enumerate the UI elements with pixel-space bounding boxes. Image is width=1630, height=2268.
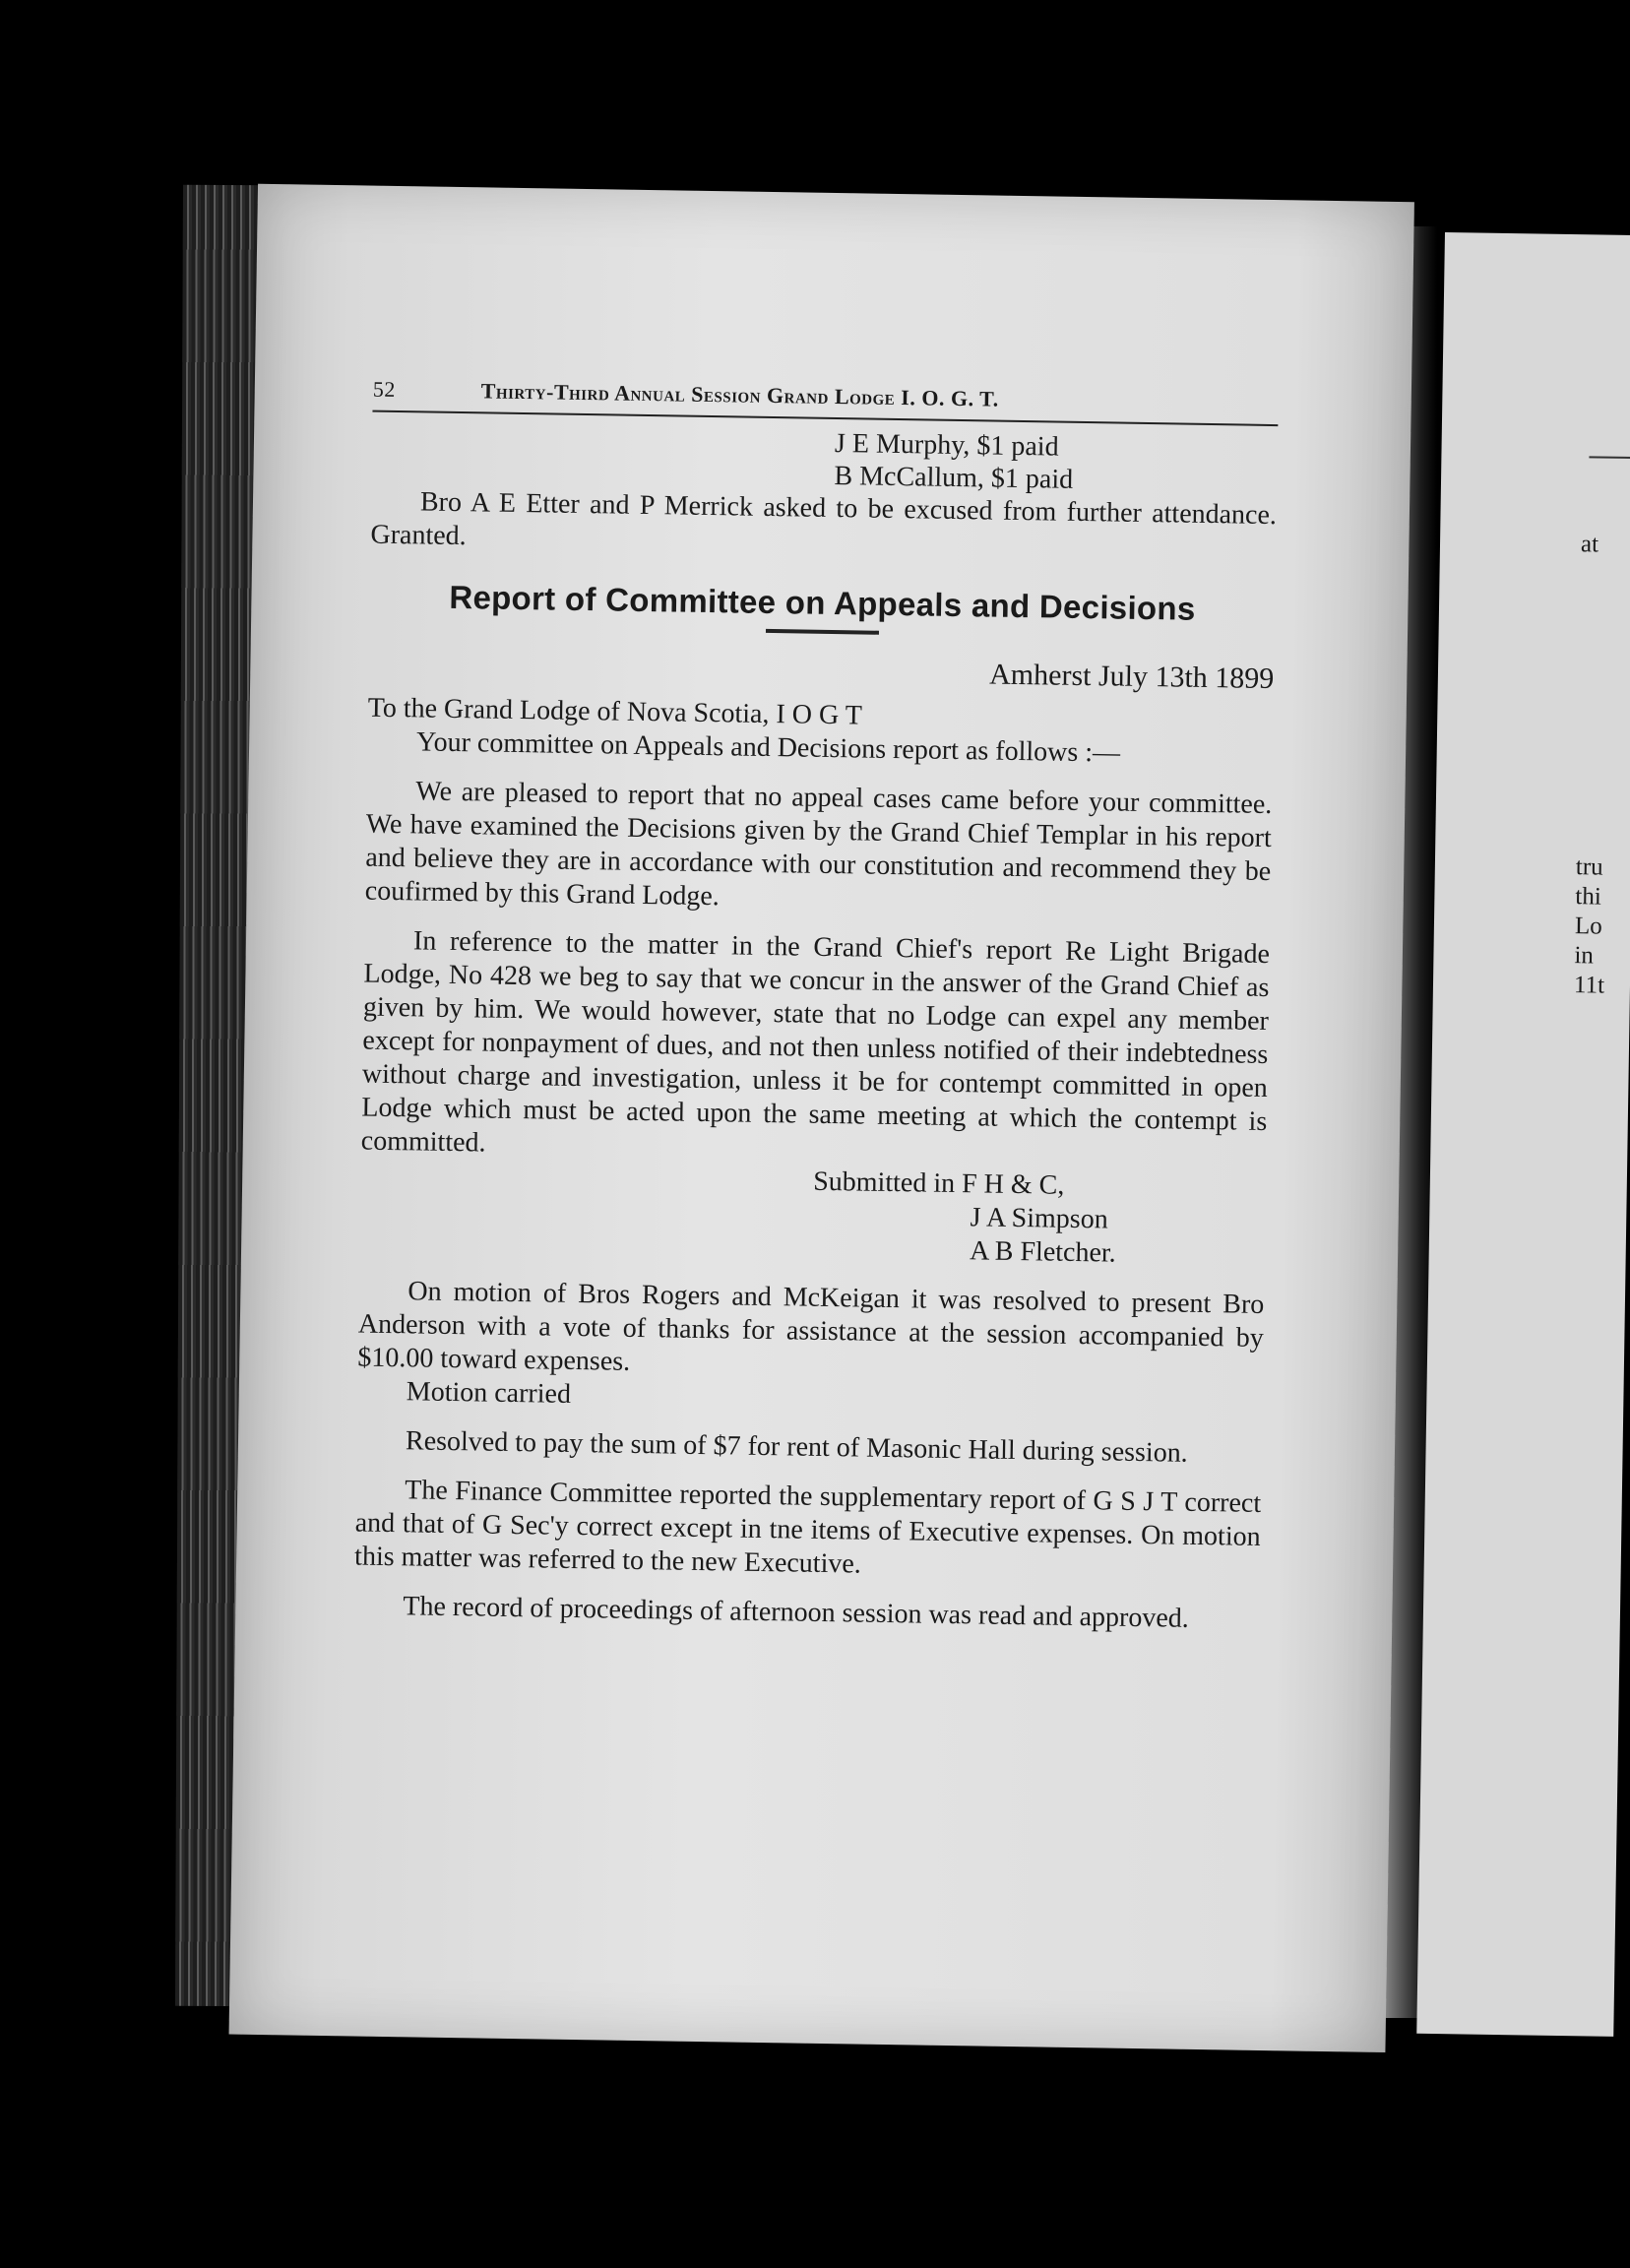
facing-page-fragment: thi bbox=[1575, 883, 1602, 911]
finance-committee-paragraph: The Finance Committee reported the supplementary report of G S J T correct and that of G Sec'y correct except in tne items of Executive expenses. On motion this matter was referred to the new Executive. bbox=[353, 1475, 1262, 1580]
facing-page-fragment: 11t bbox=[1573, 972, 1605, 999]
facing-page bbox=[1416, 232, 1630, 2037]
record-approved-paragraph: The record of proceedings of afternoon session was read and approved. bbox=[403, 1591, 1190, 1634]
report-intro: Your committee on Appeals and Decisions report as follows :— bbox=[415, 726, 1121, 769]
motion-thanks-paragraph: On motion of Bros Rogers and McKeigan it was resolved to present Bro Anderson with a vote of thanks for assistance at the session accompanied by $10.00 toward expenses. bbox=[357, 1276, 1265, 1377]
heading-rule bbox=[765, 629, 878, 635]
rent-resolution-paragraph: Resolved to pay the sum of $7 for rent of Masonic Hall during session. bbox=[405, 1425, 1188, 1469]
salutation: To the Grand Lodge of Nova Scotia, I O G T bbox=[367, 692, 863, 731]
report-paragraph-2: In reference to the matter in the Grand Chief's report Re Light Brigade Lodge, No 428 we beg to say that we concur in the answer of the Grand Chief as given by him. We would however, state that no Lodge can expel any member except for nonpayment of dues, and not then unless notified of their indebtedness without charge and investigation, unless it be for contempt committed in open Lodge which must be acted upon the same meeting at which the contempt is committed. bbox=[360, 925, 1271, 1159]
facing-page-fragment: in bbox=[1574, 942, 1595, 970]
facing-page-fragment: Lo bbox=[1574, 913, 1602, 940]
signer-name: J A Simpson bbox=[970, 1202, 1108, 1235]
running-title: Thirty-Third Annual Session Grand Lodge I. O. G. T. bbox=[480, 378, 999, 411]
motion-carried-line: Motion carried bbox=[406, 1376, 572, 1410]
report-heading: Report of Committee on Appeals and Decisions bbox=[449, 578, 1196, 627]
payment-line: B McCallum, $1 paid bbox=[834, 461, 1074, 495]
report-date: Amherst July 13th 1899 bbox=[988, 658, 1275, 696]
book-page bbox=[229, 184, 1414, 2052]
facing-page-rule bbox=[1589, 456, 1630, 459]
page-number: 52 bbox=[372, 376, 397, 402]
page-text bbox=[353, 373, 1279, 1637]
facing-page-fragment: at bbox=[1580, 531, 1599, 558]
signer-name: A B Fletcher. bbox=[969, 1235, 1116, 1269]
running-head bbox=[372, 373, 1279, 426]
report-paragraph-1: We are pleased to report that no appeal cases came before your committee. We have examined the Decisions given by the Grand Chief Templar in his report and believe they are in accordance with our constitution and recommend they be coufirmed by this Grand Lodge. bbox=[364, 776, 1273, 913]
payment-line: J E Murphy, $1 paid bbox=[834, 428, 1059, 463]
excused-paragraph: Bro A E Etter and P Merrick asked to be excused from further attendance. Granted. bbox=[370, 486, 1278, 552]
submitted-line: Submitted in F H & C, bbox=[812, 1166, 1065, 1201]
facing-page-fragment: tru bbox=[1575, 853, 1603, 881]
